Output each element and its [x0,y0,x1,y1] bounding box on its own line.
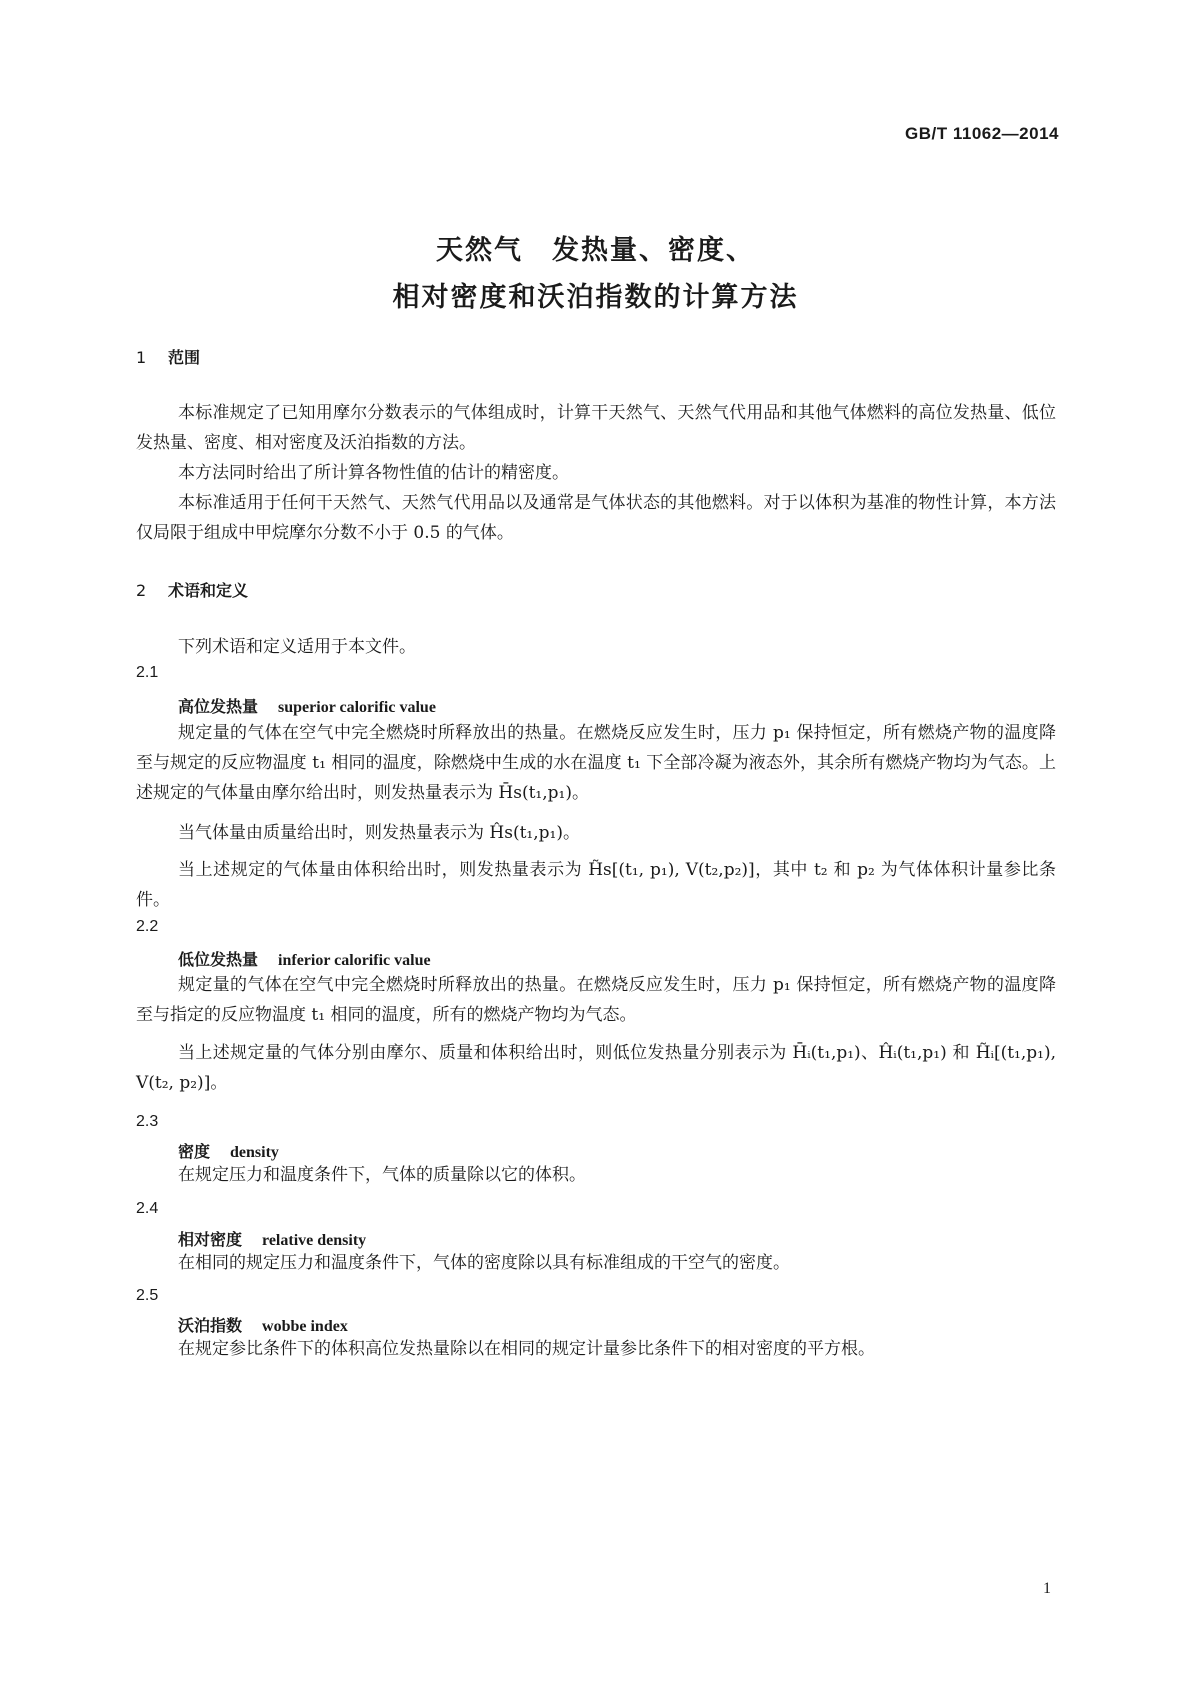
clause-2-5-term-zh: 沃泊指数 [178,1316,243,1335]
clause-2-3-definition: 在规定压力和温度条件下，气体的质量除以它的体积。 [178,1165,586,1185]
title-line-1: 天然气 发热量、密度、 [436,235,755,266]
clause-2-1-note-volume: 当上述规定的气体量由体积给出时，则发热量表示为 H̃s[(t₁, p₁), V(t₂,p₂)]，其中 t₂ 和 p₂ 为气体体积计量参比条件。 [136,860,1056,910]
section-1-heading [136,345,200,368]
clause-2-3-term-en: density [230,1144,279,1161]
section-2-intro: 下列术语和定义适用于本文件。 [178,637,416,657]
clause-2-4-definition: 在相同的规定压力和温度条件下，气体的密度除以具有标准组成的干空气的密度。 [178,1253,790,1273]
clause-2-2-term-en: inferior calorific value [278,952,431,969]
clause-2-2-term-zh: 低位发热量 [178,950,259,969]
section-2-title: 术语和定义 [168,581,249,600]
clause-2-3-term [178,1139,279,1162]
section-1-number: 1 [136,348,147,367]
title-line-2: 相对密度和沃泊指数的计算方法 [392,282,799,313]
standard-number: GB/T 11062—2014 [905,124,1059,143]
clause-2-1-definition: 规定量的气体在空气中完全燃烧时所释放出的热量。在燃烧反应发生时，压力 p₁ 保持恒定，所有燃烧产物的温度降至与规定的反应物温度 t₁ 相同的温度，除燃烧中生成的水在温度 t₁ 下全部冷凝为液态外，其余所有燃烧产物均为气态。上述规定的气体量由摩尔给出时，则发热量表示为 H̄s(t₁,p₁)。 [136,723,1056,803]
clause-2-4-term-zh: 相对密度 [178,1230,243,1249]
clause-2-4-number: 2.4 [136,1200,159,1217]
clause-2-2-term [178,947,431,970]
section-2-number: 2 [136,581,147,600]
clause-2-5-definition: 在规定参比条件下的体积高位发热量除以在相同的规定计量参比条件下的相对密度的平方根。 [178,1339,875,1359]
clause-2-4-term-en: relative density [262,1232,367,1249]
clause-2-1-note-mass: 当气体量由质量给出时，则发热量表示为 Ĥs(t₁,p₁)。 [178,823,580,843]
section-1-para-2: 本方法同时给出了所计算各物性值的估计的精密度。 [178,463,569,483]
clause-2-1-term [178,694,436,717]
section-1-para-3: 本标准适用于任何干天然气、天然气代用品以及通常是气体状态的其他燃料。对于以体积为基准的物性计算，本方法仅局限于组成中甲烷摩尔分数不小于 0.5 的气体。 [136,493,1056,543]
clause-2-1-term-en: superior calorific value [278,699,436,716]
section-1-title: 范围 [168,348,201,367]
clause-2-5-term-en: wobbe index [262,1318,348,1335]
clause-2-1-number: 2.1 [136,664,159,681]
clause-2-2-definition: 规定量的气体在空气中完全燃烧时所释放出的热量。在燃烧反应发生时，压力 p₁ 保持恒定，所有燃烧产物的温度降至与指定的反应物温度 t₁ 相同的温度，所有的燃烧产物均为气态。 [136,975,1056,1025]
clause-2-3-number: 2.3 [136,1113,159,1130]
clause-2-2-number: 2.2 [136,918,159,935]
clause-2-1-term-zh: 高位发热量 [178,697,259,716]
page-number: 1 [1043,1580,1051,1597]
section-2-heading [136,578,248,601]
clause-2-5-number: 2.5 [136,1287,159,1304]
clause-2-5-term [178,1313,348,1336]
clause-2-4-term [178,1227,366,1250]
clause-2-3-term-zh: 密度 [178,1142,211,1161]
clause-2-2-note: 当上述规定量的气体分别由摩尔、质量和体积给出时，则低位发热量分别表示为 H̄ᵢ(t₁,p₁)、Ĥᵢ(t₁,p₁) 和 H̃ᵢ[(t₁,p₁), V(t₂, p₂)]。 [136,1043,1056,1093]
section-1-para-1: 本标准规定了已知用摩尔分数表示的气体组成时，计算干天然气、天然气代用品和其他气体燃料的高位发热量、低位发热量、密度、相对密度及沃泊指数的方法。 [136,403,1056,453]
